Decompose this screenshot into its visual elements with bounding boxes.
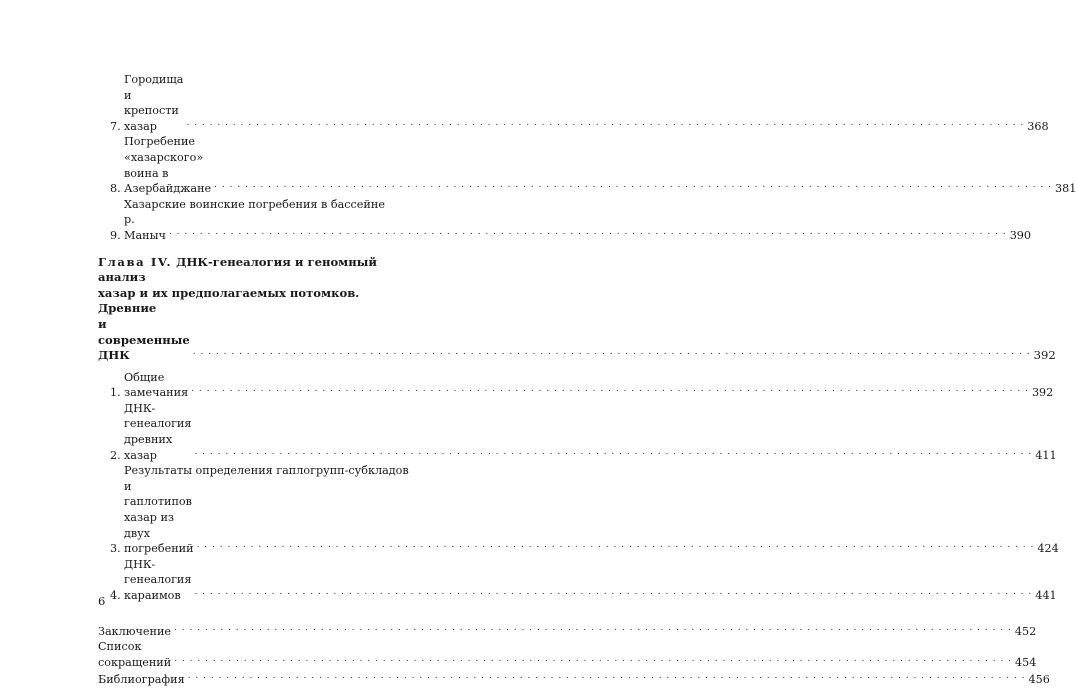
toc-entry-title: Заключение (98, 624, 172, 638)
dot-leader (194, 583, 1032, 601)
dot-leader (193, 343, 1031, 361)
chapter-title-line: и современные ДНК (98, 316, 190, 363)
toc-entry-number: 7. (110, 119, 121, 133)
chapter-title-line: ДНК-генеалогия и геномный анализ (98, 254, 377, 285)
toc-entry-title: Погребение «хазарского» воина в Азербайджане (124, 135, 212, 196)
dot-leader (194, 443, 1032, 461)
dot-leader (214, 176, 1052, 194)
toc-entry-abbreviations[interactable] (98, 639, 1037, 670)
toc-entry-title-line: Хазарские воинские погребения в бассейне (124, 197, 385, 211)
toc-entry-bibliography[interactable] (98, 670, 1050, 688)
chapter-page: 392 (1033, 348, 1056, 363)
dot-leader (169, 223, 1007, 241)
toc-entry-title: ДНК-генеалогия древних хазар (124, 401, 192, 462)
toc-entry-page: 454 (1015, 655, 1037, 669)
toc-entry-number: 9. (110, 228, 121, 242)
toc-entry-page: 424 (1037, 542, 1059, 556)
toc-entry-title: Список сокращений (98, 640, 172, 669)
toc-entry-title-line: и гаплотипов хазар из двух погребений (124, 479, 194, 556)
toc-entry[interactable] (98, 463, 1059, 557)
toc-entry-page: 411 (1035, 448, 1057, 462)
chapter-heading[interactable] (98, 254, 1056, 364)
dot-leader (197, 536, 1035, 554)
toc-entry-title: Библиография (98, 673, 185, 687)
toc-entry-title: Общие замечания (124, 370, 189, 400)
dot-leader (174, 650, 1012, 668)
toc-entry-page: 452 (1014, 624, 1037, 638)
page-number: 6 (98, 594, 106, 608)
toc-entry-page: 392 (1031, 386, 1054, 400)
toc-entry[interactable] (98, 557, 1057, 604)
toc-entry[interactable] (98, 401, 1057, 463)
dot-leader (188, 667, 1026, 685)
toc-entry-page: 381 (1054, 182, 1076, 196)
chapter-label: Глава IV. (98, 254, 173, 269)
toc-entry[interactable] (98, 197, 1032, 244)
toc-entry-number: 4. (110, 589, 121, 602)
toc-entry-page: 368 (1027, 119, 1049, 133)
toc-entry-conclusion[interactable] (98, 622, 1037, 640)
toc-entry-number: 8. (110, 182, 121, 196)
dot-leader (186, 114, 1024, 132)
table-of-contents (98, 72, 1076, 688)
toc-entry-title-line: Результаты определения гаплогрупп-субкладов (124, 464, 409, 478)
dot-leader (191, 380, 1029, 398)
dot-leader (174, 619, 1012, 637)
toc-entry[interactable] (98, 134, 1076, 196)
toc-entry-page: 441 (1035, 589, 1057, 602)
toc-entry[interactable] (98, 72, 1049, 134)
toc-entry-title-line: р. Маныч (124, 213, 166, 242)
toc-entry-number: 3. (110, 542, 121, 556)
toc-entry[interactable] (98, 370, 1054, 401)
toc-entry-number: 1. (110, 386, 121, 400)
chapter-title-line: хазар и их предполагаемых потомков. Древние (98, 285, 360, 316)
toc-entry-number: 2. (110, 448, 121, 462)
toc-entry-page: 390 (1009, 228, 1032, 242)
toc-entry-title: ДНК-генеалогия караимов (124, 557, 192, 602)
toc-entry-page: 456 (1028, 673, 1050, 687)
toc-entry-title: Городища и крепости хазар (124, 73, 184, 133)
